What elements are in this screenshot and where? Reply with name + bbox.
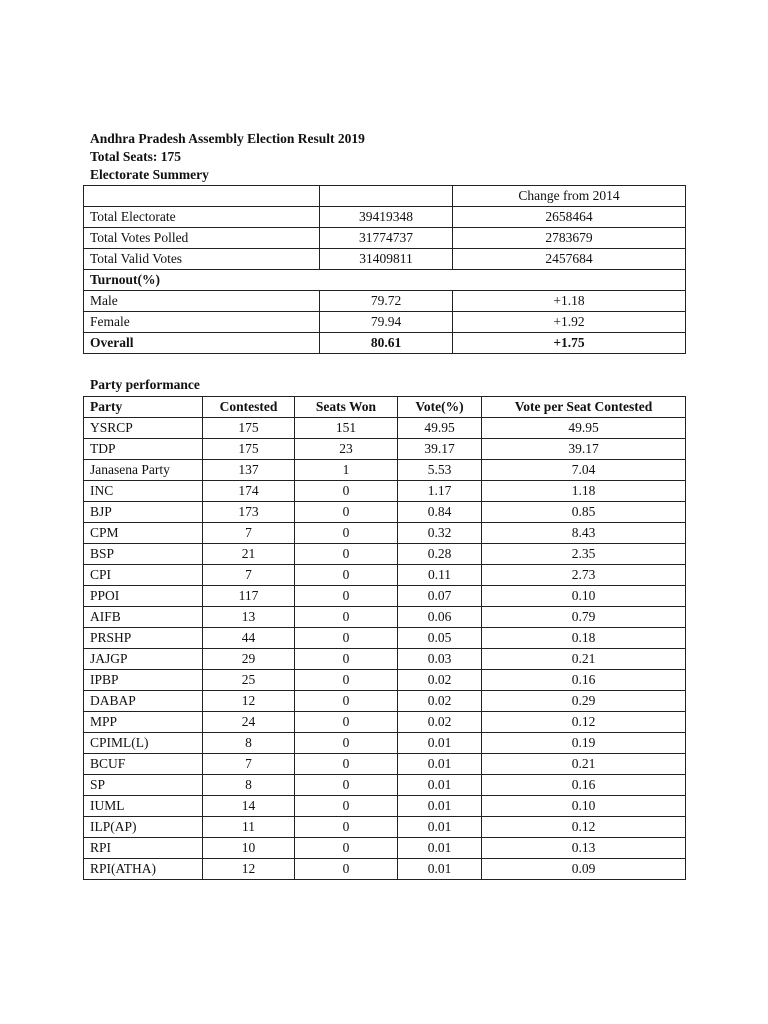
total-seats: Total Seats: 175 <box>90 149 182 164</box>
vote-pct-value: 0.02 <box>398 712 482 733</box>
party-performance-table <box>83 396 686 880</box>
turnout-row <box>84 270 686 291</box>
vote-per-seat-col-header: Vote per Seat Contested <box>482 397 686 418</box>
empty-cell <box>320 186 453 207</box>
table-row <box>84 859 686 880</box>
table-row <box>84 838 686 859</box>
table-row <box>84 481 686 502</box>
seats-won-col-header: Seats Won <box>295 397 398 418</box>
vote-pct-value: 0.01 <box>398 817 482 838</box>
vote-per-seat-value: 0.09 <box>482 859 686 880</box>
seats-won-value: 0 <box>295 544 398 565</box>
overall-label: Overall <box>84 333 320 354</box>
party-header-row <box>84 397 686 418</box>
table-row <box>84 544 686 565</box>
turnout-value: 79.94 <box>320 312 453 333</box>
party-name: Janasena Party <box>84 460 203 481</box>
vote-pct-value: 0.01 <box>398 859 482 880</box>
seats-won-value: 0 <box>295 523 398 544</box>
party-heading: Party performance <box>90 377 200 392</box>
seats-won-value: 0 <box>295 733 398 754</box>
overall-row <box>84 333 686 354</box>
vote-pct-value: 0.28 <box>398 544 482 565</box>
party-name: RPI <box>84 838 203 859</box>
seats-won-value: 0 <box>295 481 398 502</box>
table-row <box>84 775 686 796</box>
party-name: CPIML(L) <box>84 733 203 754</box>
turnout-change: +1.18 <box>453 291 686 312</box>
empty-cell <box>84 186 320 207</box>
vote-pct-value: 0.06 <box>398 607 482 628</box>
table-row <box>84 607 686 628</box>
turnout-data-row <box>84 291 686 312</box>
electorate-heading: Electorate Summery <box>90 167 209 182</box>
contested-value: 175 <box>203 418 295 439</box>
vote-pct-value: 0.01 <box>398 754 482 775</box>
vote-pct-value: 1.17 <box>398 481 482 502</box>
vote-per-seat-value: 0.18 <box>482 628 686 649</box>
vote-pct-value: 0.02 <box>398 691 482 712</box>
seats-won-value: 23 <box>295 439 398 460</box>
seats-won-value: 0 <box>295 670 398 691</box>
contested-value: 24 <box>203 712 295 733</box>
vote-per-seat-value: 7.04 <box>482 460 686 481</box>
seats-won-value: 0 <box>295 628 398 649</box>
party-name: BCUF <box>84 754 203 775</box>
turnout-label: Male <box>84 291 320 312</box>
vote-pct-value: 0.07 <box>398 586 482 607</box>
turnout-change: +1.92 <box>453 312 686 333</box>
party-name: BJP <box>84 502 203 523</box>
table-row <box>84 691 686 712</box>
table-row <box>84 460 686 481</box>
table-row <box>84 439 686 460</box>
electorate-row <box>84 228 686 249</box>
table-row <box>84 733 686 754</box>
vote-pct-value: 0.11 <box>398 565 482 586</box>
party-name: RPI(ATHA) <box>84 859 203 880</box>
table-row <box>84 586 686 607</box>
vote-pct-value: 0.32 <box>398 523 482 544</box>
contested-value: 8 <box>203 775 295 796</box>
party-name: MPP <box>84 712 203 733</box>
table-row <box>84 628 686 649</box>
contested-value: 10 <box>203 838 295 859</box>
vote-per-seat-value: 0.10 <box>482 796 686 817</box>
vote-pct-value: 0.01 <box>398 838 482 859</box>
vote-per-seat-value: 0.79 <box>482 607 686 628</box>
party-col-header: Party <box>84 397 203 418</box>
vote-pct-value: 0.01 <box>398 796 482 817</box>
party-name: CPM <box>84 523 203 544</box>
seats-won-value: 0 <box>295 817 398 838</box>
party-name: TDP <box>84 439 203 460</box>
seats-won-value: 0 <box>295 796 398 817</box>
page-title: Andhra Pradesh Assembly Election Result 2019 <box>90 131 365 146</box>
party-name: JAJGP <box>84 649 203 670</box>
vote-per-seat-value: 0.21 <box>482 649 686 670</box>
turnout-data-row <box>84 312 686 333</box>
vote-per-seat-value: 0.13 <box>482 838 686 859</box>
vote-per-seat-value: 0.12 <box>482 712 686 733</box>
vote-pct-value: 0.01 <box>398 733 482 754</box>
vote-per-seat-value: 49.95 <box>482 418 686 439</box>
electorate-header-row <box>84 186 686 207</box>
vote-pct-value: 39.17 <box>398 439 482 460</box>
electorate-change: 2457684 <box>453 249 686 270</box>
electorate-value: 31774737 <box>320 228 453 249</box>
party-name: ILP(AP) <box>84 817 203 838</box>
party-name: DABAP <box>84 691 203 712</box>
vote-per-seat-value: 1.18 <box>482 481 686 502</box>
contested-value: 174 <box>203 481 295 502</box>
vote-pct-value: 5.53 <box>398 460 482 481</box>
vote-per-seat-value: 0.21 <box>482 754 686 775</box>
vote-per-seat-value: 0.85 <box>482 502 686 523</box>
vote-pct-value: 0.03 <box>398 649 482 670</box>
turnout-label: Turnout(%) <box>84 270 686 291</box>
contested-value: 21 <box>203 544 295 565</box>
electorate-label: Total Votes Polled <box>84 228 320 249</box>
vote-pct-value: 0.01 <box>398 775 482 796</box>
contested-value: 173 <box>203 502 295 523</box>
table-row <box>84 565 686 586</box>
electorate-label: Total Electorate <box>84 207 320 228</box>
vote-per-seat-value: 0.16 <box>482 670 686 691</box>
contested-value: 13 <box>203 607 295 628</box>
table-row <box>84 796 686 817</box>
vote-pct-value: 0.02 <box>398 670 482 691</box>
vote-pct-value: 0.05 <box>398 628 482 649</box>
contested-value: 137 <box>203 460 295 481</box>
table-row <box>84 712 686 733</box>
seats-won-value: 0 <box>295 607 398 628</box>
seats-won-value: 0 <box>295 502 398 523</box>
party-name: BSP <box>84 544 203 565</box>
party-name: IPBP <box>84 670 203 691</box>
contested-value: 175 <box>203 439 295 460</box>
vote-per-seat-value: 0.29 <box>482 691 686 712</box>
electorate-change: 2783679 <box>453 228 686 249</box>
contested-value: 12 <box>203 691 295 712</box>
seats-won-value: 0 <box>295 649 398 670</box>
contested-value: 8 <box>203 733 295 754</box>
contested-value: 25 <box>203 670 295 691</box>
party-name: AIFB <box>84 607 203 628</box>
seats-won-value: 0 <box>295 586 398 607</box>
vote-per-seat-value: 39.17 <box>482 439 686 460</box>
contested-value: 11 <box>203 817 295 838</box>
seats-won-value: 0 <box>295 712 398 733</box>
contested-value: 12 <box>203 859 295 880</box>
vote-per-seat-value: 0.19 <box>482 733 686 754</box>
turnout-rows <box>84 291 686 333</box>
party-name: SP <box>84 775 203 796</box>
seats-won-value: 0 <box>295 565 398 586</box>
electorate-value: 31409811 <box>320 249 453 270</box>
contested-value: 44 <box>203 628 295 649</box>
party-name: INC <box>84 481 203 502</box>
contested-value: 7 <box>203 523 295 544</box>
seats-won-value: 0 <box>295 775 398 796</box>
seats-won-value: 1 <box>295 460 398 481</box>
electorate-rows <box>84 207 686 270</box>
vote-per-seat-value: 0.10 <box>482 586 686 607</box>
electorate-row <box>84 207 686 228</box>
contested-value: 117 <box>203 586 295 607</box>
seats-won-value: 0 <box>295 754 398 775</box>
seats-won-value: 151 <box>295 418 398 439</box>
party-name: PRSHP <box>84 628 203 649</box>
vote-per-seat-value: 2.73 <box>482 565 686 586</box>
party-name: PPOI <box>84 586 203 607</box>
party-name: IUML <box>84 796 203 817</box>
seats-won-value: 0 <box>295 859 398 880</box>
electorate-row <box>84 249 686 270</box>
party-name: YSRCP <box>84 418 203 439</box>
table-row <box>84 649 686 670</box>
party-name: CPI <box>84 565 203 586</box>
seats-won-value: 0 <box>295 691 398 712</box>
vote-pct-value: 0.84 <box>398 502 482 523</box>
party-rows <box>84 418 686 880</box>
table-row <box>84 754 686 775</box>
change-header: Change from 2014 <box>453 186 686 207</box>
vote-per-seat-value: 0.16 <box>482 775 686 796</box>
turnout-label: Female <box>84 312 320 333</box>
table-row <box>84 502 686 523</box>
overall-value: 80.61 <box>320 333 453 354</box>
table-row <box>84 670 686 691</box>
vote-pct-col-header: Vote(%) <box>398 397 482 418</box>
table-row <box>84 817 686 838</box>
seats-won-value: 0 <box>295 838 398 859</box>
contested-value: 7 <box>203 565 295 586</box>
table-row <box>84 418 686 439</box>
electorate-summary-table <box>83 185 686 354</box>
table-row <box>84 523 686 544</box>
vote-per-seat-value: 8.43 <box>482 523 686 544</box>
contested-value: 14 <box>203 796 295 817</box>
contested-value: 7 <box>203 754 295 775</box>
vote-per-seat-value: 2.35 <box>482 544 686 565</box>
vote-pct-value: 49.95 <box>398 418 482 439</box>
electorate-label: Total Valid Votes <box>84 249 320 270</box>
turnout-value: 79.72 <box>320 291 453 312</box>
contested-value: 29 <box>203 649 295 670</box>
contested-col-header: Contested <box>203 397 295 418</box>
electorate-change: 2658464 <box>453 207 686 228</box>
vote-per-seat-value: 0.12 <box>482 817 686 838</box>
overall-change: +1.75 <box>453 333 686 354</box>
electorate-value: 39419348 <box>320 207 453 228</box>
